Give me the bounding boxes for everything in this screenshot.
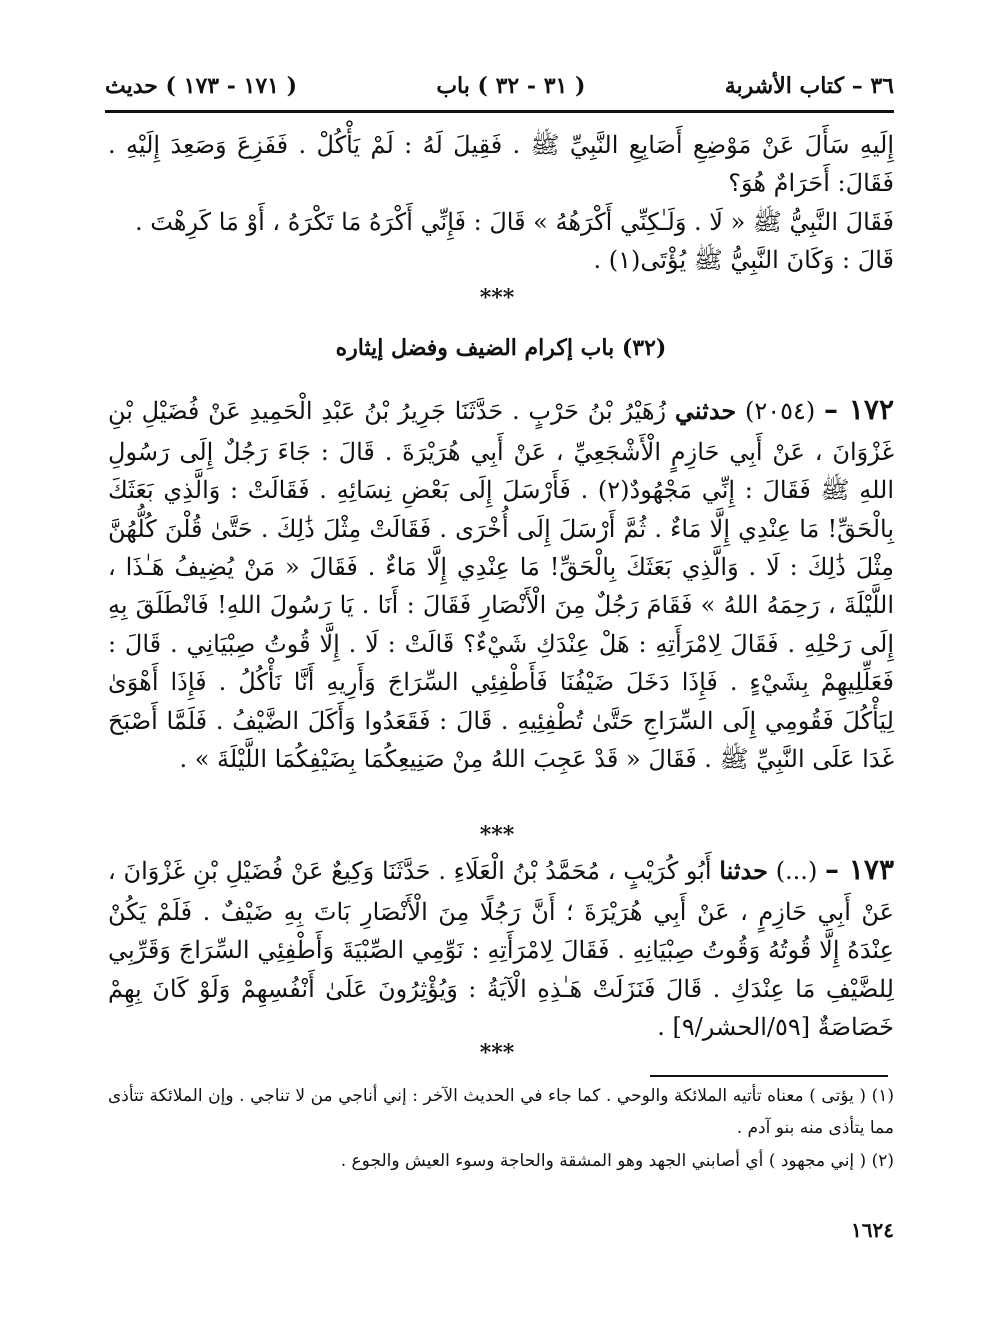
hadith-173 bbox=[108, 848, 894, 1046]
hadith-173-ref: (...) bbox=[775, 857, 818, 885]
continuation-line-1: إِلَيهِ سَأَلَ عَنْ مَوْضِعِ أَصَابِعِ النَّبِيِّ ﷺ . فَقِيلَ لَهُ : لَمْ يَأْكُلْ . فَفَزِعَ وَصَعِدَ إِلَيْهِ . فَقَالَ: أَحَرَامٌ هُوَ؟ bbox=[108, 131, 894, 198]
continuation-line-2: فَقَالَ النَّبِيُّ ﷺ « لَا . وَلَـٰكِنِّي أَكْرَهُهُ » قَالَ : فَإِنِّي أَكْرَهُ مَا تَكْرَهُ ، أَوْ مَا كَرِهْتَ . bbox=[134, 207, 894, 236]
hadith-172-intro: حدثني bbox=[674, 396, 737, 425]
hadith-172-ref: (٢٠٥٤) bbox=[744, 397, 816, 425]
separator-stars-2: *** bbox=[479, 822, 515, 848]
header-book-title: ٣٦ – كتاب الأشربة bbox=[724, 73, 894, 99]
continuation-line-3: قَالَ : وَكَانَ النَّبِيُّ ﷺ يُؤْتَى(١) . bbox=[593, 246, 894, 275]
footnote-1: (١) ( يؤتى ) معناه تأتيه الملائكة والوحي . كما جاء في الحديث الآخر : إني أناجي من لا تناجي . وإن الملائكة تتأذى مما يتأذى منه بنو آدم . bbox=[108, 1086, 894, 1139]
hadith-172 bbox=[108, 388, 894, 778]
continuation-text bbox=[108, 126, 894, 280]
chapter-title: (٣٢) باب إكرام الضيف وفضل إيثاره bbox=[335, 335, 667, 361]
running-header bbox=[105, 62, 894, 113]
hadith-172-text: زُهَيْرُ بْنُ حَرْبٍ . حَدَّثَنَا جَرِيرُ بْنُ عَبْدِ الْحَمِيدِ عَنْ فُضَيْلِ بْنِ غَزْوَانَ ، عَنْ أَبِي حَازِمٍ الْأَشْجَعِيِّ ، عَنْ أَبِي هُرَيْرَةَ . قَالَ : جَاءَ رَجُلٌ إِلَى رَسُولِ اللهِ ﷺ فَقَالَ : إِنِّي مَجْهُودٌ(٢) . فَأَرْسَلَ إِلَى بَعْضِ نِسَائِهِ . فَقَالَتْ : وَالَّذِي بَعَثَكَ بِالْحَقِّ! مَا عِنْدِي إِلَّا مَاءٌ . ثُمَّ أَرْسَلَ إِلَى أُخْرَى . فَقَالَتْ مِثْلَ ذَٰلِكَ . حَتَّىٰ قُلْنَ كُلُّهُنَّ مِثْلَ ذَٰلِكَ : لَا . وَالَّذِي بَعَثَكَ بِالْحَقِّ! مَا عِنْدِي إِلَّا مَاءٌ . فَقَالَ « مَنْ يُضِيفُ هَـٰذَا ، اللَّيْلَةَ ، رَحِمَهُ اللهُ » فَقَامَ رَجُلٌ مِنَ الْأَنْصَارِ فَقَالَ : أَنَا . يَا رَسُولَ اللهِ! فَانْطَلَقَ بِهِ إِلَى رَحْلِهِ . فَقَالَ لِامْرَأَتِهِ : هَلْ عِنْدَكِ شَيْءٌ؟ قَالَتْ : لَا . إِلَّا قُوتُ صِبْيَانِي . قَالَ : فَعَلِّلِيهِمْ بِشَيْءٍ . فَإِذَا دَخَلَ ضَيْفُنَا فَأَطْفِئِي السِّرَاجَ وَأَرِيهِ أَنَّا نَأْكُلُ . فَإِذَا أَهْوَىٰ لِيَأْكُلَ فَقُومِي إِلَى السِّرَاجِ حَتَّىٰ تُطْفِئِيهِ . قَالَ : فَقَعَدُوا وَأَكَلَ الضَّيْفُ . فَلَمَّا أَصْبَحَ غَدَا عَلَى النَّبِيِّ ﷺ . فَقَالَ « قَدْ عَجِبَ اللهُ مِنْ صَنِيعِكُمَا بِضَيْفِكُمَا اللَّيْلَةَ » . bbox=[108, 397, 895, 773]
separator-stars-1: *** bbox=[479, 285, 515, 311]
hadith-173-intro: حدثنا bbox=[719, 856, 768, 885]
hadith-172-number: ١٧٢ – bbox=[824, 393, 894, 426]
separator-stars-3: *** bbox=[479, 1040, 515, 1066]
footnote-divider bbox=[650, 1075, 888, 1077]
hadith-173-text: أَبُو كُرَيْبٍ ، مُحَمَّدُ بْنُ الْعَلَاءِ . حَدَّثَنَا وَكِيعٌ عَنْ فُضَيْلِ بْنِ غَزْوَانَ ، عَنْ أَبِي حَازِمٍ ، عَنْ أَبِي هُرَيْرَةَ ؛ أَنَّ رَجُلًا مِنَ الْأَنْصَارِ بَاتَ بِهِ ضَيْفٌ . فَلَمْ يَكُنْ عِنْدَهُ إِلَّا قُوتُهُ وَقُوتُ صِبْيَانِهِ . فَقَالَ لِامْرَأَتِهِ : نَوِّمِي الصِّبْيَةَ وَأَطْفِئِي السِّرَاجَ وَقَرِّبِي لِلضَّيْفِ مَا عِنْدَكِ . قَالَ فَنَزَلَتْ هَـٰذِهِ الْآيَةُ : وَيُؤْثِرُونَ عَلَىٰ أَنْفُسِهِمْ وَلَوْ كَانَ بِهِمْ خَصَاصَةٌ [٥٩/الحشر/٩] . bbox=[108, 857, 894, 1041]
hadith-173-number: ١٧٣ – bbox=[825, 853, 894, 886]
footnote-2: (٢) ( إني مجهود ) أي أصابني الجهد وهو المشقة والحاجة وسوء العيش والجوع . bbox=[340, 1150, 894, 1171]
header-hadith-range: ( ١٧١ - ١٧٣ ) حديث bbox=[105, 73, 298, 99]
header-chapter-range: ( ٣١ - ٣٢ ) باب bbox=[436, 73, 586, 99]
page-number: ١٦٢٤ bbox=[851, 1218, 894, 1242]
footnotes bbox=[108, 1080, 894, 1177]
